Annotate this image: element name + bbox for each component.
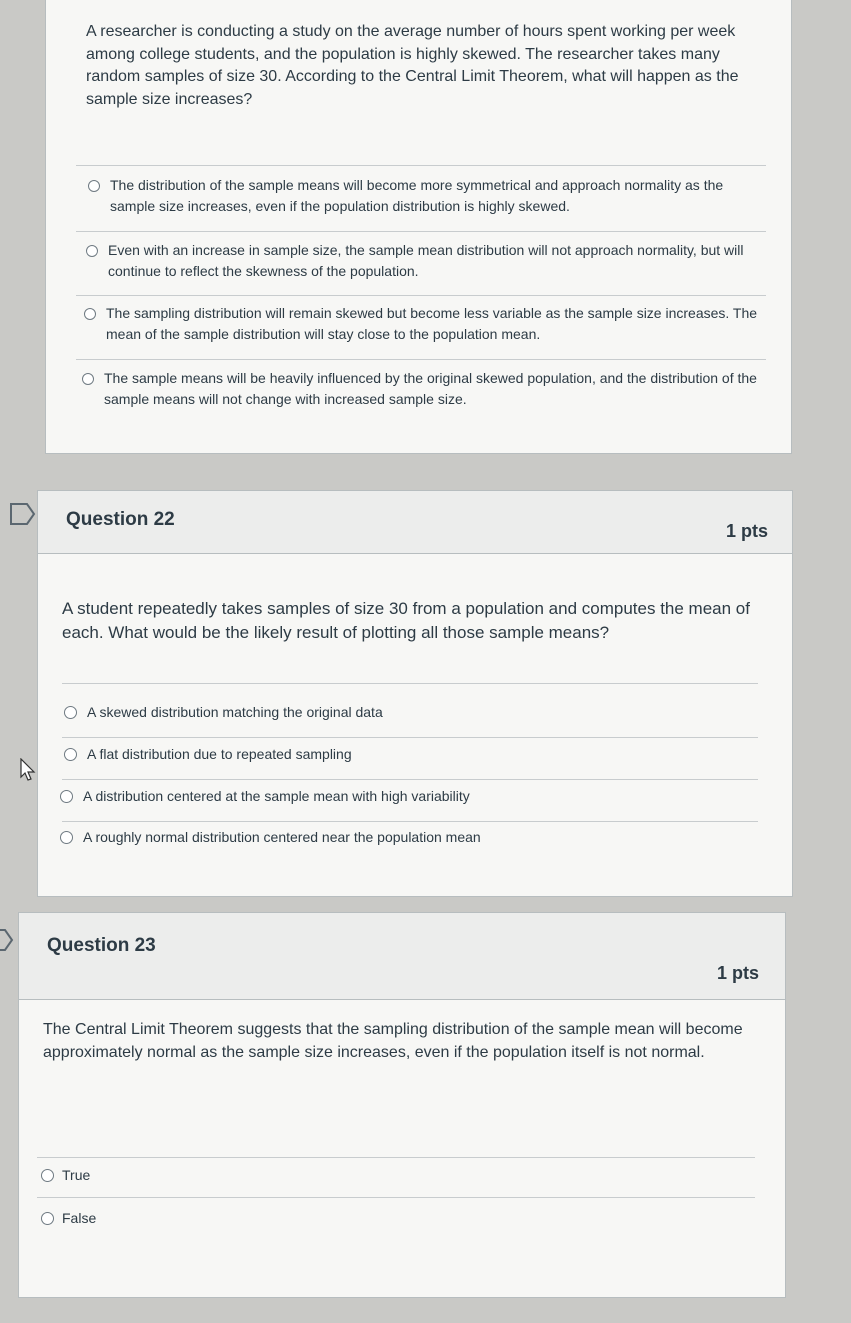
question-text: The Central Limit Theorem suggests that the sampling distribution of the sample mean will become approximately normal as the sample size increases, even if the population itself is not normal. [43,1021,743,1061]
answer-label: The sample means will be heavily influenced by the original skewed population, and the distribution of the sample means will not change with increased sample size. [104,370,757,407]
answer-label: The distribution of the sample means will become more symmetrical and approach normality as the sample size increases, even if the population distribution is highly skewed. [110,177,724,214]
answer-label: Even with an increase in sample size, the sample mean distribution will not approach normality, but will continue to reflect the skewness of the population. [108,242,744,279]
question-21-text: A researcher is conducting a study on the average number of hours spent working per week among college students, and the population is highly skewed. The researcher takes many random samples of size 30. According to the Central Limit Theorem, what will happen as the sample size increases? [86,23,739,109]
question-points: 1 pts [725,521,768,541]
radio-button[interactable] [60,790,73,803]
divider [37,1197,755,1198]
answer-option[interactable] [84,303,768,345]
answer-label: A roughly normal distribution centered near the population mean [83,829,481,845]
answer-label: A distribution centered at the sample mean with high variability [83,788,470,804]
answer-option[interactable] [82,368,766,410]
question-21-card [45,0,792,454]
bookmark-flag-icon[interactable] [0,929,14,951]
answer-option[interactable] [60,827,744,848]
mouse-pointer-icon [20,758,36,782]
radio-button[interactable] [64,748,77,761]
divider [62,779,758,780]
radio-button[interactable] [60,831,73,844]
question-title: Question 22 [66,509,175,530]
question-text: A student repeatedly takes samples of size 30 from a population and computes the mean of each. What would be the likely result of plotting all those sample means? [62,599,750,643]
answer-option[interactable] [60,786,744,807]
question-points: 1 pts [716,963,759,983]
answer-option[interactable] [64,702,744,723]
radio-button[interactable] [82,373,94,385]
question-header [19,913,785,1000]
divider [37,1157,755,1158]
answer-label: False [62,1210,97,1226]
question-header [38,491,792,554]
answer-label: A flat distribution due to repeated sampling [87,746,352,762]
divider [62,683,758,684]
radio-button[interactable] [86,245,98,257]
radio-button[interactable] [64,706,77,719]
radio-button[interactable] [41,1212,54,1225]
answer-option[interactable] [88,175,768,217]
divider [62,737,758,738]
radio-button[interactable] [88,180,100,192]
answer-option[interactable] [64,744,744,765]
radio-button[interactable] [84,308,96,320]
divider [62,821,758,822]
answer-label: True [62,1167,91,1183]
radio-button[interactable] [41,1169,54,1182]
bookmark-flag-icon[interactable] [10,503,36,525]
answer-option[interactable] [41,1208,341,1229]
divider [76,165,766,166]
answer-option[interactable] [86,240,766,282]
divider [76,231,766,232]
divider [76,295,766,296]
answer-label: The sampling distribution will remain skewed but become less variable as the sample size increases. The mean of the sample distribution will stay close to the population mean. [106,305,758,342]
question-23-card [18,912,786,1298]
question-title: Question 23 [47,935,156,956]
answer-label: A skewed distribution matching the original data [87,704,383,720]
divider [76,359,766,360]
answer-option[interactable] [41,1165,341,1186]
question-22-card [37,490,793,897]
